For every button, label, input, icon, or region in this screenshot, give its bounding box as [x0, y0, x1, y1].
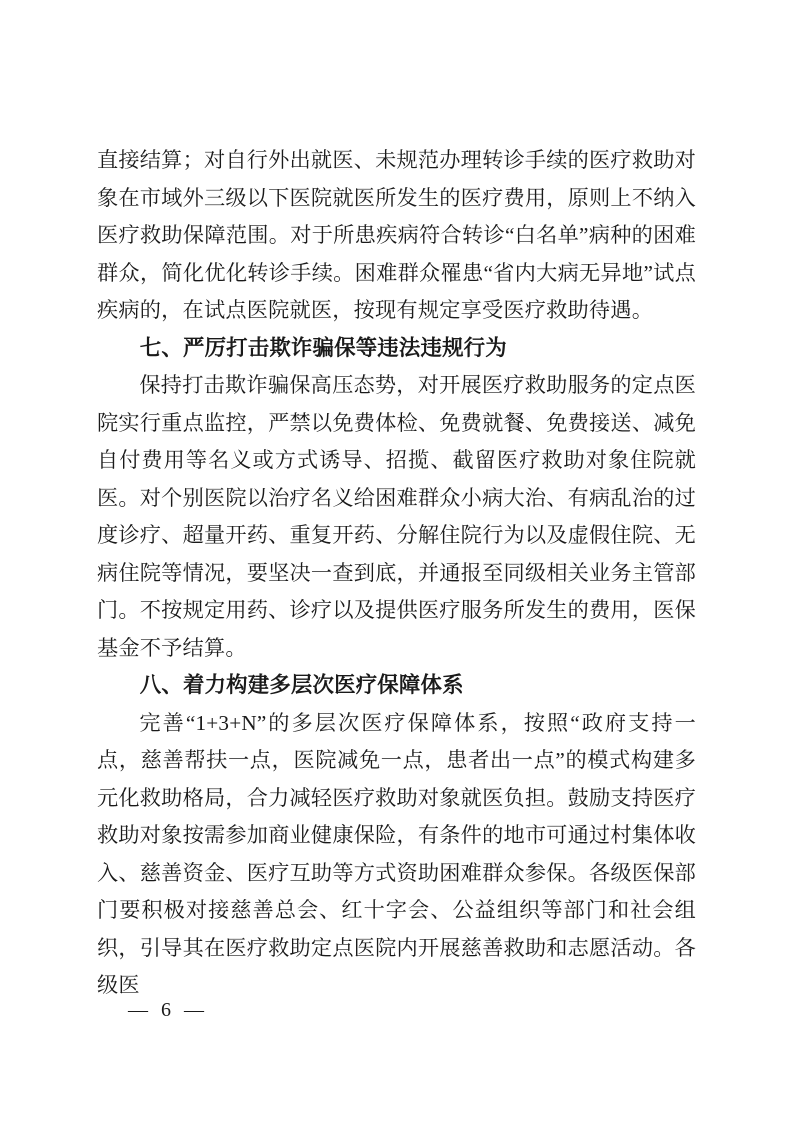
paragraph-section-seven: 保持打击欺诈骗保高压态势，对开展医疗救助服务的定点医院实行重点监控，严禁以免费体检、免费就餐、免费接送、减免自付费用等名义或方式诱导、招揽、截留医疗救助对象住院就医。对个别医院以治疗名义给困难群众小病大治、有病乱治的过度诊疗、超量开药、重复开药、分解住院行为以及虚假住院、无病住院等情况，要坚决一查到底，并通报至同级相关业务主管部门。不按规定用药、诊疗以及提供医疗服务所发生的费用，医保基金不予结算。: [97, 373, 696, 660]
paragraph-section-eight: 完善“1+3+N”的多层次医疗保障体系，按照“政府支持一点，慈善帮扶一点，医院减免一点，患者出一点”的模式构建多元化救助格局，合力减轻医疗救助对象就医负担。鼓励支持医疗救助对象按需参加商业健康保险，有条件的地市可通过村集体收入、慈善资金、医疗互助等方式资助困难群众参保。各级医保部门要积极对接慈善总会、红十字会、公益组织等部门和社会组织，引导其在医疗救助定点医院内开展慈善救助和志愿活动。各级医: [97, 710, 696, 997]
paragraph-continuation: 直接结算；对自行外出就医、未规范办理转诊手续的医疗救助对象在市域外三级以下医院就医所发生的医疗费用，原则上不纳入医疗救助保障范围。对于所患疾病符合转诊“白名单”病种的困难群众，简化优化转诊手续。困难群众罹患“省内大病无异地”试点疾病的，在试点医院就医，按现有规定享受医疗救助待遇。: [97, 148, 696, 322]
section-heading-eight: 八、着力构建多层次医疗保障体系: [139, 673, 464, 697]
page-number-label: — 6 —: [128, 999, 208, 1021]
document-content: [97, 142, 696, 1005]
section-heading-seven: 七、严厉打击欺诈骗保等违法违规行为: [139, 335, 507, 360]
page-footer: [128, 997, 208, 1023]
